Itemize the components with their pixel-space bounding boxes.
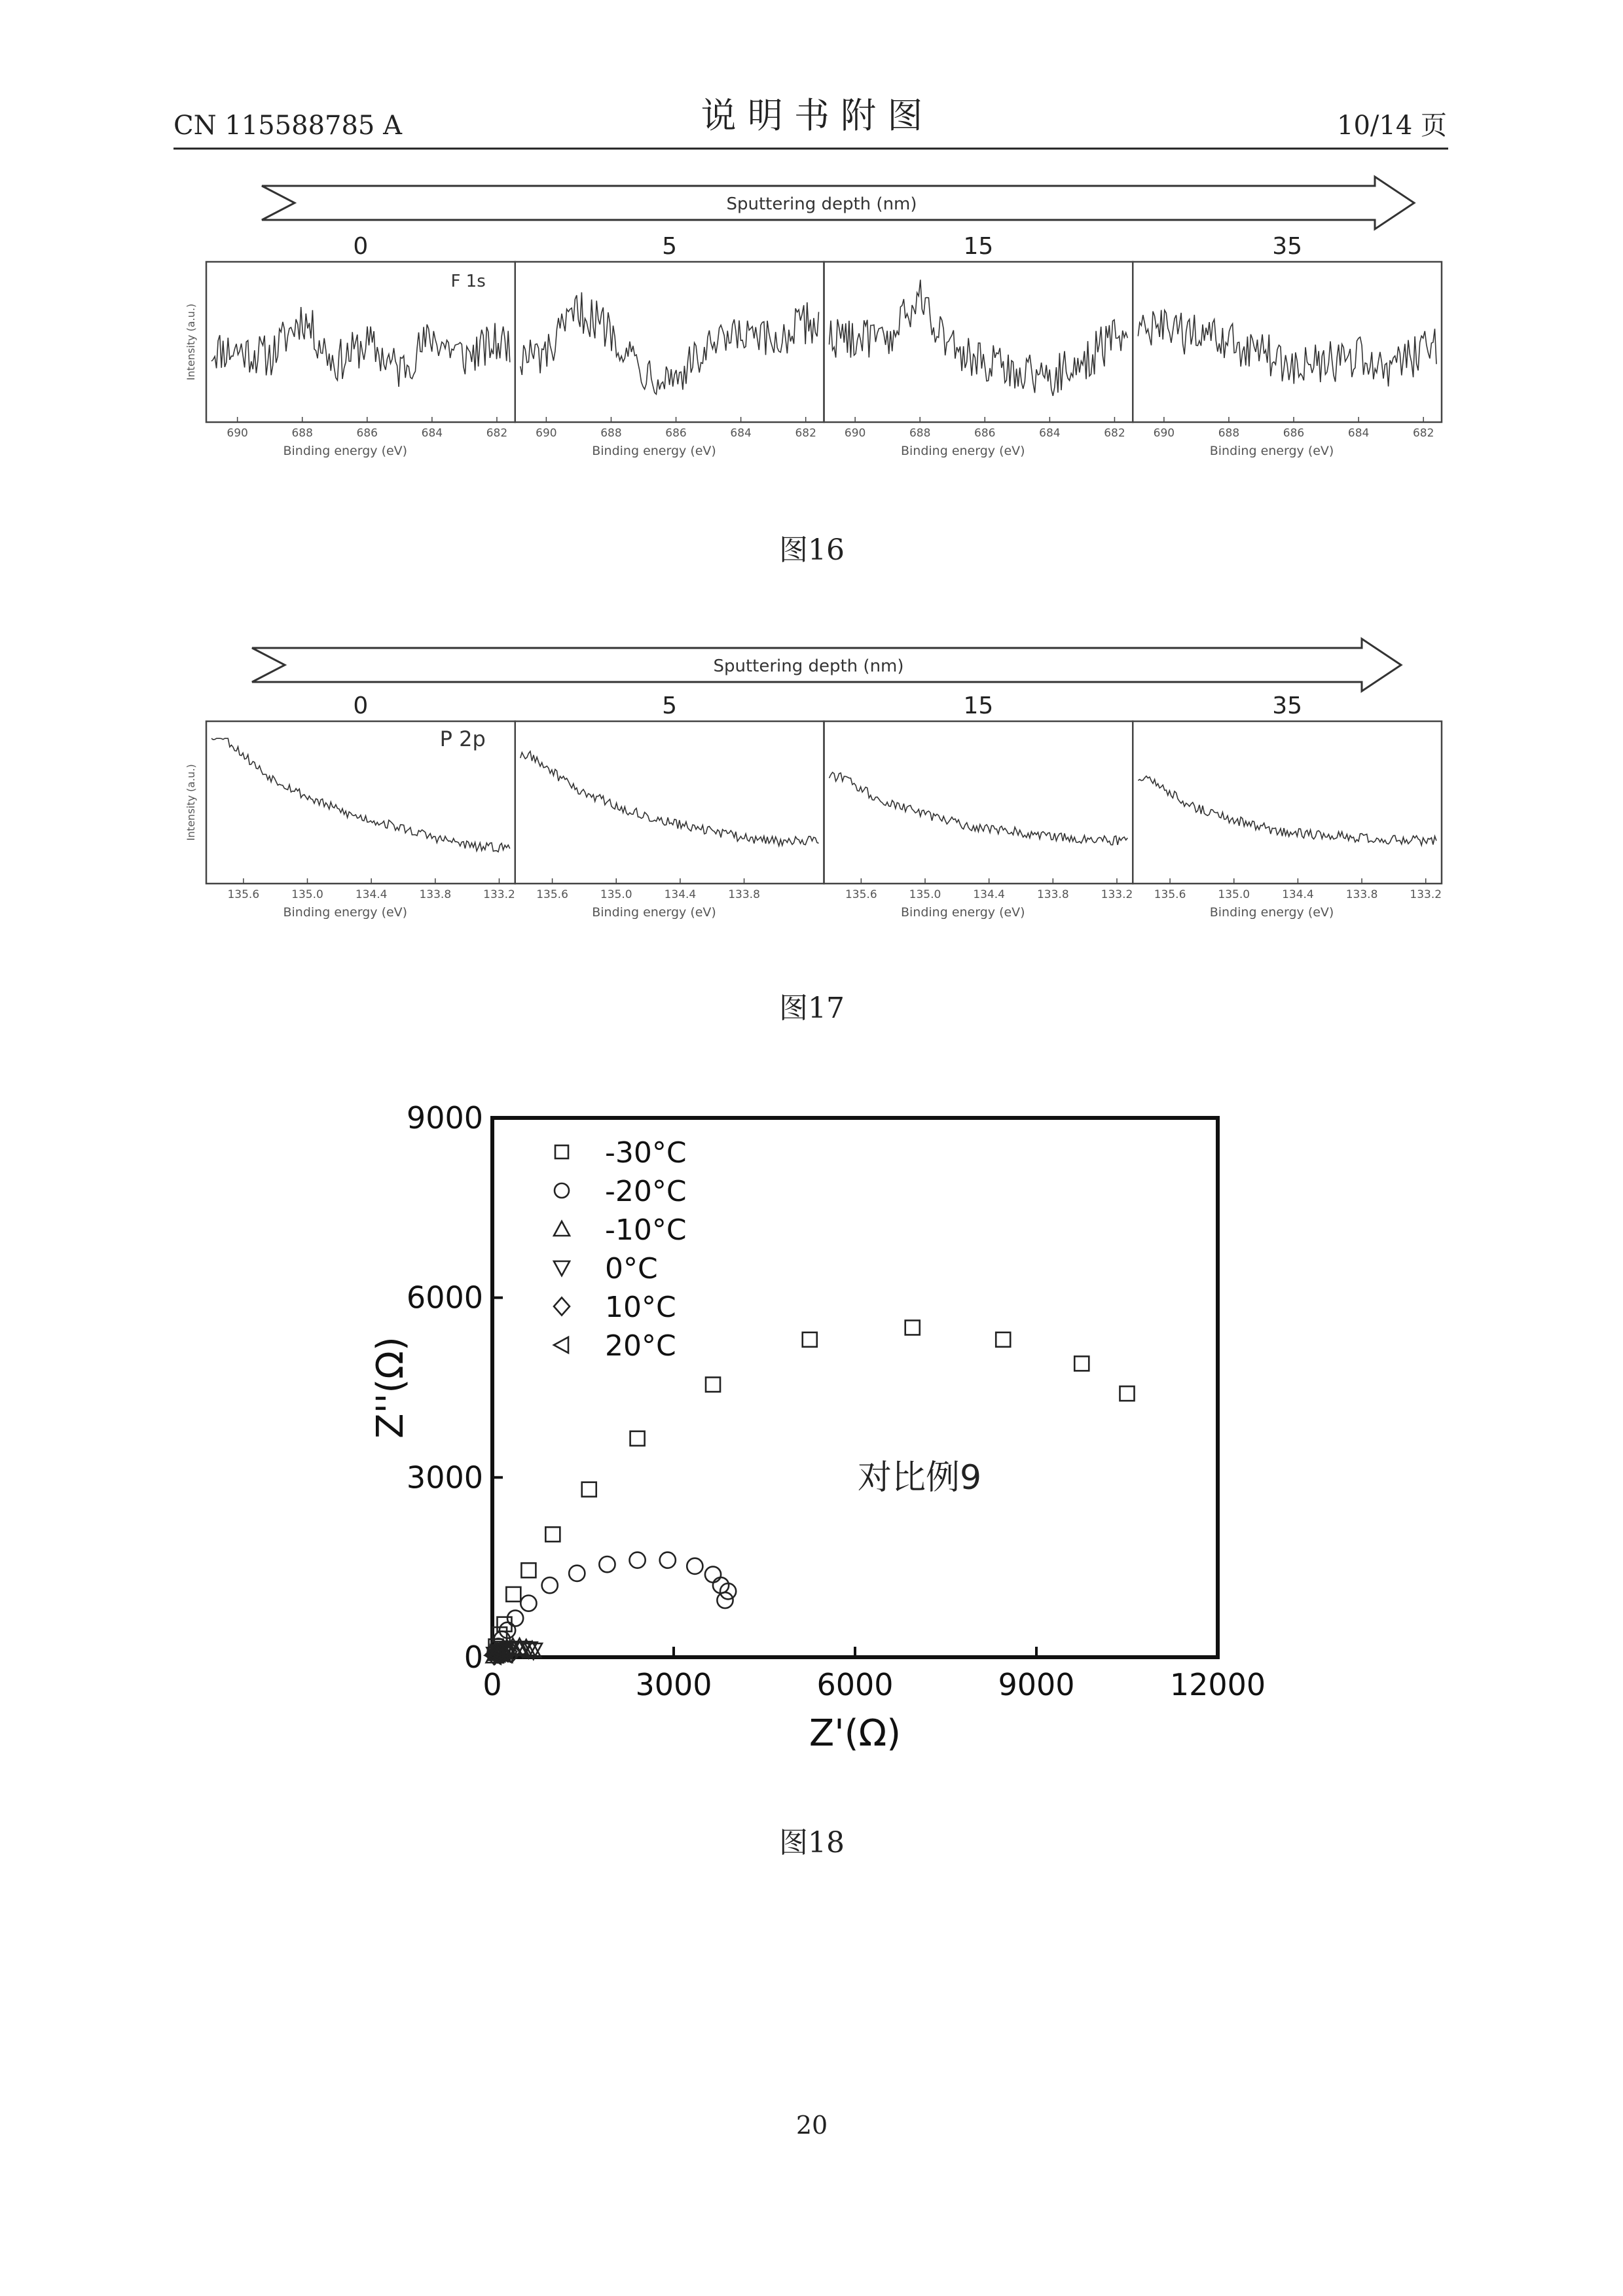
x-tick-label: 682 bbox=[1412, 427, 1434, 440]
legend-label: 20°C bbox=[605, 1329, 676, 1363]
x-tick-label: 686 bbox=[1283, 427, 1305, 440]
x-tick-label: 133.8 bbox=[1036, 888, 1069, 901]
spectrum-trace bbox=[211, 738, 510, 852]
panel-depth-title: 5 bbox=[662, 233, 678, 260]
figure-caption: 图18 bbox=[779, 1826, 845, 1859]
sputtering-depth-label: Sputtering depth (nm) bbox=[713, 656, 904, 676]
spectrum-trace bbox=[520, 293, 819, 395]
data-point bbox=[687, 1558, 702, 1574]
x-tick-label: 134.4 bbox=[1282, 888, 1314, 901]
data-point bbox=[521, 1563, 536, 1577]
panel-frame bbox=[1133, 262, 1442, 422]
panel-depth-title: 5 bbox=[662, 692, 678, 719]
figure-18 bbox=[369, 1100, 1266, 1859]
y-axis-label: Z''(Ω) bbox=[369, 1336, 412, 1439]
data-point bbox=[506, 1587, 520, 1602]
panel-frame bbox=[515, 262, 824, 422]
data-point bbox=[905, 1320, 920, 1335]
y-tick-label: 0 bbox=[464, 1640, 483, 1675]
x-tick-label: 135.6 bbox=[536, 888, 568, 901]
data-point bbox=[717, 1592, 733, 1608]
spectrum-panel bbox=[206, 233, 515, 458]
x-tick-label: 135.0 bbox=[909, 888, 941, 901]
x-axis-label: Binding energy (eV) bbox=[592, 444, 716, 458]
series-square bbox=[489, 1320, 1135, 1653]
spectrum-trace bbox=[1138, 310, 1436, 387]
x-tick-label: 686 bbox=[665, 427, 687, 440]
x-tick-label: 690 bbox=[1153, 427, 1175, 440]
data-point bbox=[803, 1333, 817, 1347]
data-point bbox=[660, 1552, 676, 1568]
x-axis-label: Binding energy (eV) bbox=[900, 444, 1025, 458]
spectrum-panel bbox=[824, 692, 1133, 920]
legend-label: -30°C bbox=[605, 1136, 687, 1170]
x-tick-label: 135.0 bbox=[600, 888, 632, 901]
y-axis-label: Intensity (a.u.) bbox=[185, 764, 197, 841]
x-tick-label: 9000 bbox=[998, 1667, 1075, 1702]
data-point bbox=[542, 1577, 558, 1593]
legend-label: -20°C bbox=[605, 1175, 687, 1208]
data-point bbox=[996, 1333, 1010, 1347]
x-tick-label: 133.8 bbox=[728, 888, 760, 901]
x-tick-label: 684 bbox=[730, 427, 752, 440]
data-point bbox=[1120, 1386, 1135, 1401]
x-tick-label: 133.2 bbox=[1410, 888, 1442, 901]
plot-frame bbox=[492, 1118, 1218, 1657]
legend-label: 0°C bbox=[605, 1252, 658, 1285]
data-point bbox=[706, 1377, 720, 1391]
x-tick-label: 133.8 bbox=[1345, 888, 1378, 901]
x-tick-label: 684 bbox=[421, 427, 443, 440]
x-tick-label: 686 bbox=[974, 427, 996, 440]
x-axis-label: Binding energy (eV) bbox=[1209, 444, 1334, 458]
x-tick-label: 134.4 bbox=[973, 888, 1005, 901]
x-tick-label: 135.0 bbox=[1218, 888, 1250, 901]
legend-marker bbox=[555, 1183, 569, 1198]
sputtering-depth-label: Sputtering depth (nm) bbox=[726, 194, 917, 214]
page-header-title: 说 明 书 附 图 bbox=[701, 95, 923, 136]
panel-depth-title: 15 bbox=[963, 692, 994, 719]
x-axis-label: Binding energy (eV) bbox=[1209, 905, 1334, 920]
patent-number: CN 115588785 A bbox=[173, 111, 402, 141]
figure-caption: 图17 bbox=[779, 992, 845, 1025]
legend-marker bbox=[555, 1145, 568, 1158]
x-tick-label: 690 bbox=[536, 427, 557, 440]
spectrum-panel bbox=[206, 692, 515, 920]
x-axis-label: Binding energy (eV) bbox=[592, 905, 716, 920]
data-point bbox=[705, 1567, 721, 1583]
legend-label: -10°C bbox=[605, 1213, 687, 1247]
x-tick-label: 133.2 bbox=[1101, 888, 1133, 901]
data-point bbox=[582, 1482, 596, 1497]
x-tick-label: 134.4 bbox=[355, 888, 388, 901]
data-point bbox=[630, 1552, 646, 1568]
spectrum-panel bbox=[515, 233, 824, 458]
data-point bbox=[630, 1431, 645, 1446]
spectrum-trace bbox=[830, 772, 1128, 845]
legend-label: 10°C bbox=[605, 1291, 676, 1324]
panel-depth-title: 0 bbox=[353, 692, 369, 719]
panel-frame bbox=[515, 721, 824, 884]
panel-depth-title: 0 bbox=[353, 233, 369, 260]
x-tick-label: 684 bbox=[1039, 427, 1061, 440]
spectrum-trace bbox=[211, 307, 510, 387]
x-tick-label: 688 bbox=[909, 427, 931, 440]
x-tick-label: 690 bbox=[844, 427, 866, 440]
panel-depth-title: 15 bbox=[963, 233, 994, 260]
x-tick-label: 6000 bbox=[816, 1667, 894, 1702]
x-tick-label: 135.0 bbox=[291, 888, 323, 901]
x-tick-label: 684 bbox=[1347, 427, 1370, 440]
x-tick-label: 688 bbox=[1218, 427, 1240, 440]
legend-marker bbox=[554, 1337, 568, 1353]
element-label: F 1s bbox=[450, 272, 486, 291]
spectrum-trace bbox=[520, 751, 819, 846]
data-point bbox=[569, 1566, 585, 1581]
x-tick-label: 682 bbox=[486, 427, 508, 440]
legend-marker bbox=[554, 1261, 570, 1276]
x-tick-label: 688 bbox=[291, 427, 313, 440]
x-tick-label: 135.6 bbox=[227, 888, 260, 901]
data-point bbox=[520, 1596, 536, 1611]
spectrum-panel bbox=[1133, 233, 1442, 458]
data-point bbox=[1074, 1356, 1089, 1371]
x-axis-label: Binding energy (eV) bbox=[283, 444, 408, 458]
x-axis-label: Z'(Ω) bbox=[809, 1712, 902, 1755]
x-tick-label: 135.6 bbox=[845, 888, 877, 901]
element-label: P 2p bbox=[439, 726, 486, 751]
data-point bbox=[599, 1556, 615, 1572]
spectrum-trace bbox=[1138, 776, 1436, 846]
x-tick-label: 135.6 bbox=[1154, 888, 1186, 901]
x-tick-label: 688 bbox=[600, 427, 622, 440]
panel-frame bbox=[824, 721, 1133, 884]
panel-depth-title: 35 bbox=[1272, 692, 1303, 719]
x-axis-label: Binding energy (eV) bbox=[900, 905, 1025, 920]
panel-depth-title: 35 bbox=[1272, 233, 1303, 260]
y-tick-label: 6000 bbox=[406, 1280, 483, 1316]
x-tick-label: 134.4 bbox=[664, 888, 697, 901]
figure-16 bbox=[185, 177, 1442, 567]
x-tick-label: 3000 bbox=[635, 1667, 712, 1702]
x-tick-label: 682 bbox=[1104, 427, 1125, 440]
figure-17 bbox=[185, 639, 1442, 1025]
x-tick-label: 133.8 bbox=[419, 888, 452, 901]
x-tick-label: 133.2 bbox=[483, 888, 515, 901]
spectrum-panel bbox=[1133, 692, 1442, 920]
x-tick-label: 682 bbox=[795, 427, 816, 440]
page-number: 20 bbox=[795, 2111, 828, 2140]
panel-frame bbox=[1133, 721, 1442, 884]
x-tick-label: 686 bbox=[356, 427, 378, 440]
y-axis-label: Intensity (a.u.) bbox=[185, 303, 197, 381]
comparative-example-label: 对比例9 bbox=[858, 1458, 982, 1498]
x-axis-label: Binding energy (eV) bbox=[283, 905, 408, 920]
y-tick-label: 3000 bbox=[406, 1460, 483, 1496]
x-tick-label: 690 bbox=[227, 427, 248, 440]
x-tick-label: 12000 bbox=[1169, 1667, 1266, 1702]
page-indicator: 10/14 页 bbox=[1337, 111, 1447, 141]
figure-caption: 图16 bbox=[779, 533, 845, 567]
legend-marker bbox=[554, 1221, 570, 1236]
x-tick-label: 0 bbox=[483, 1667, 502, 1702]
data-point bbox=[545, 1527, 560, 1541]
spectrum-panel bbox=[515, 692, 824, 920]
spectrum-panel bbox=[824, 233, 1133, 458]
y-tick-label: 9000 bbox=[406, 1100, 483, 1136]
spectrum-trace bbox=[830, 279, 1128, 396]
legend-marker bbox=[554, 1298, 570, 1316]
data-point bbox=[507, 1610, 523, 1626]
